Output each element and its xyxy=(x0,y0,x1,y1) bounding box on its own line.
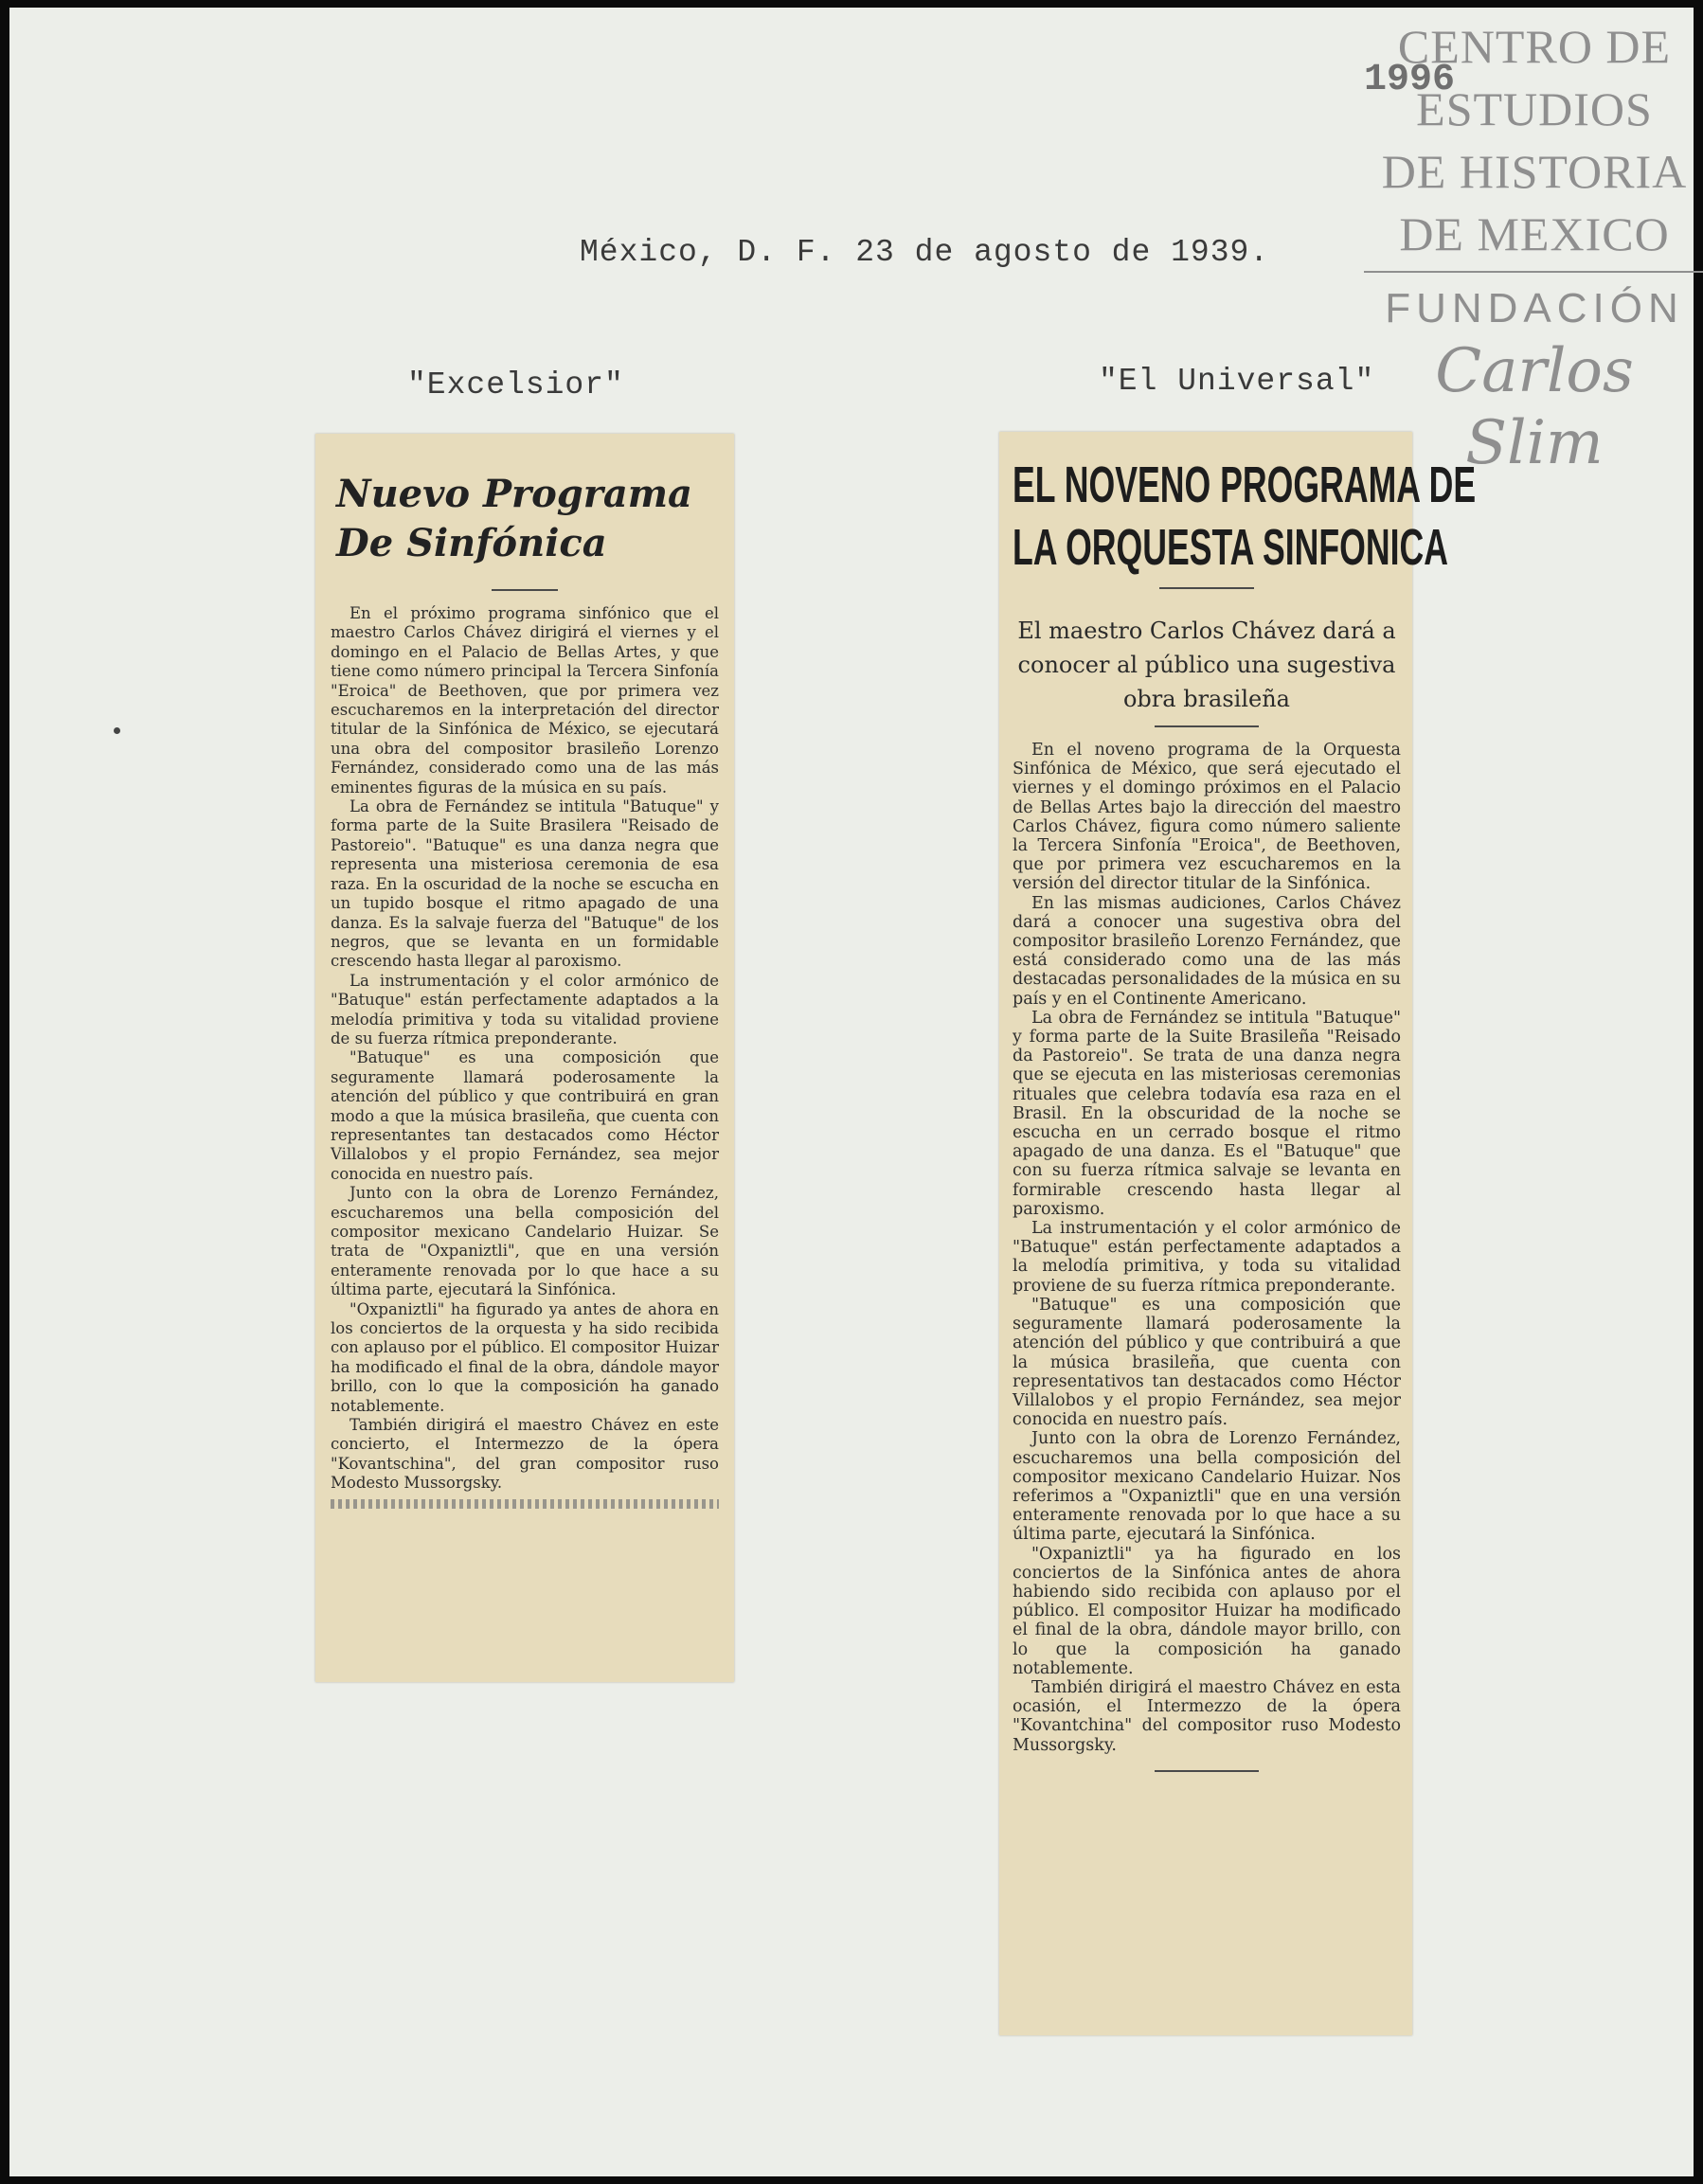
stamp-signature: Carlos Slim xyxy=(1435,336,1634,478)
subheadline: El maestro Carlos Chávez dará a conocer al público una sugestiva obra brasileña xyxy=(1017,618,1396,712)
stamp-line-4: DE MEXICO xyxy=(1399,207,1670,260)
article-body-left xyxy=(331,604,719,1494)
stamp-line-2: ESTUDIOS xyxy=(1416,82,1653,135)
paragraph: La obra de Fernández se intitula "Batuque" y forma parte de la Suite Brasilera "Reisado de Pastoreio". "Batuque" es una danza negra que representa una misteriosa ceremonia de esa raza. En la oscuridad de la noche se escucha en un tupido bosque el ritmo apagado de una danza. Es la salvaje fuerza del "Batuque" de los negros, que se levanta en un formidable crescendo hasta llegar al paroxismo. xyxy=(331,797,719,971)
paragraph: "Oxpaniztli" ha figurado ya antes de ahora en los conciertos de la orquesta y ha sido recibida con aplauso por el público. El compositor Huizar ha modificado el final de la obra, dándole mayor brillo, con lo que la composición ha ganado notablemente. xyxy=(331,1299,719,1415)
paragraph: La instrumentación y el color armónico de "Batuque" están perfectamente adaptados a la melodía primitiva, y toda su vitalidad proviene de su fuerza rítmica preponderante. xyxy=(1013,1219,1401,1296)
stamp-divider xyxy=(1364,271,1703,273)
paragraph: "Oxpaniztli" ya ha figurado en los conciertos de la Sinfónica antes de ahora habiendo sido recibida con aplauso por el público. El compositor Huizar ha modificado el final de la obra, dándole mayor brillo, con lo que la composición ha ganado notablemente. xyxy=(1013,1544,1401,1678)
headline-rule xyxy=(492,589,558,591)
source-label-left: "Excelsior" xyxy=(407,367,624,403)
paragraph: En el noveno programa de la Orquesta Sinfónica de México, que será ejecutado el viernes y el domingo próximos en el Palacio de Bellas Artes bajo la dirección del maestro Carlos Chávez, figura como número saliente la Tercera Sinfonía "Eroica", de Beethoven, que por primera vez escucharemos en la versión del director titular de la Sinfónica. xyxy=(1013,741,1401,894)
headline-left-line-2: De Sinfónica xyxy=(336,521,607,565)
paragraph: En el próximo programa sinfónico que el maestro Carlos Chávez dirigirá el viernes y el domingo en el Palacio de Bellas Artes, y que tiene como número principal la Tercera Sinfonía "Eroica" de Beethoven, que por primera vez escucharemos en la interpretación del director titular de la Sinfónica de México, se ejecutará una obra del compositor brasileño Lorenzo Fernández, considerado como una de las más eminentes figuras de la música en su país. xyxy=(331,604,719,797)
subhead-rule xyxy=(1155,725,1259,727)
paragraph: Junto con la obra de Lorenzo Fernández, escucharemos una bella composición del compositor mexicano Candelario Huizar. Nos referimos a "Oxpaniztli" que en una versión enteramente renovada por lo que hace a su última parte, ejecutará la Sinfónica. xyxy=(1013,1429,1401,1545)
archive-sheet xyxy=(9,8,1694,2176)
paragraph: También dirigirá el maestro Chávez en esta ocasión, el Intermezzo de la ópera "Kovantchina" del compositor ruso Modesto Mussorgsky. xyxy=(1013,1677,1401,1755)
stamp-foundation: FUNDACIÓN xyxy=(1385,285,1684,331)
paragraph: "Batuque" es una composición que seguramente llamará poderosamente la atención del público y que contribuirá en gran modo a que la música brasileña, que cuenta con representantes tan destacados como Héctor Villalobos y el propio Fernández, sea mejor conocida en nuestro país. xyxy=(331,1048,719,1183)
end-rule xyxy=(1155,1770,1259,1772)
clipping-excelsior xyxy=(315,434,734,1682)
ink-speck xyxy=(114,727,120,734)
stamp-line-1: CENTRO DE xyxy=(1397,20,1672,73)
dateline: México, D. F. 23 de agosto de 1939. xyxy=(580,235,1270,270)
clipping-bottom-border xyxy=(331,1499,719,1509)
source-label-right: "El Universal" xyxy=(1099,364,1375,399)
file-number: 1996 xyxy=(1364,59,1456,101)
headline-right-line-2: LA ORQUESTA SINFONICA xyxy=(1013,519,1449,576)
headline-rule xyxy=(1159,587,1254,589)
headline-right-line-1: EL NOVENO PROGRAMA DE xyxy=(1013,456,1477,513)
article-body-right xyxy=(1013,741,1401,1755)
paragraph: La obra de Fernández se intitula "Batuque" y forma parte de la Suite Brasileña "Reisado da Pastoreio". Se trata de una danza negra que se ejecuta en las misteriosas ceremonias rituales que celebra todavía esa raza en el Brasil. En la obscuridad de la noche se escucha en un cerrado bosque el ritmo apagado de una danza. Es el "Batuque" que con su fuerza rítmica salvaje se levanta en formirable crescendo hasta llegar al paroxismo. xyxy=(1013,1008,1401,1219)
paragraph: En las mismas audiciones, Carlos Chávez dará a conocer una sugestiva obra del compositor brasileño Lorenzo Fernández, que está considerado como una de las más destacadas personalidades de la música en su país y en el Continente Americano. xyxy=(1013,893,1401,1009)
stamp-line-3: DE HISTORIA xyxy=(1381,145,1688,198)
paragraph: "Batuque" es una composición que seguramente llamará poderosamente la atención del público y que contribuirá a que la música brasileña, que cuenta con representativos tan destacados como Héctor Villalobos y el propio Fernández, sea mejor conocida en nuestro país. xyxy=(1013,1295,1401,1430)
paragraph: La instrumentación y el color armónico de "Batuque" están perfectamente adaptados a la melodía primitiva y toda su vitalidad proviene de su fuerza rítmica preponderante. xyxy=(331,971,719,1047)
clipping-el-universal xyxy=(999,432,1477,2035)
paragraph: También dirigirá el maestro Chávez en este concierto, el Intermezzo de la ópera "Kovantschina", del gran compositor ruso Modesto Mussorgsky. xyxy=(331,1416,719,1493)
headline-left-line-1: Nuevo Programa xyxy=(336,472,692,516)
paragraph: Junto con la obra de Lorenzo Fernández, escucharemos una bella composición del compositor mexicano Candelario Huizar. Se trata de "Oxpaniztli", que en una versión enteramente renovada por lo que hace a su última parte, ejecutará la Sinfónica. xyxy=(331,1184,719,1299)
